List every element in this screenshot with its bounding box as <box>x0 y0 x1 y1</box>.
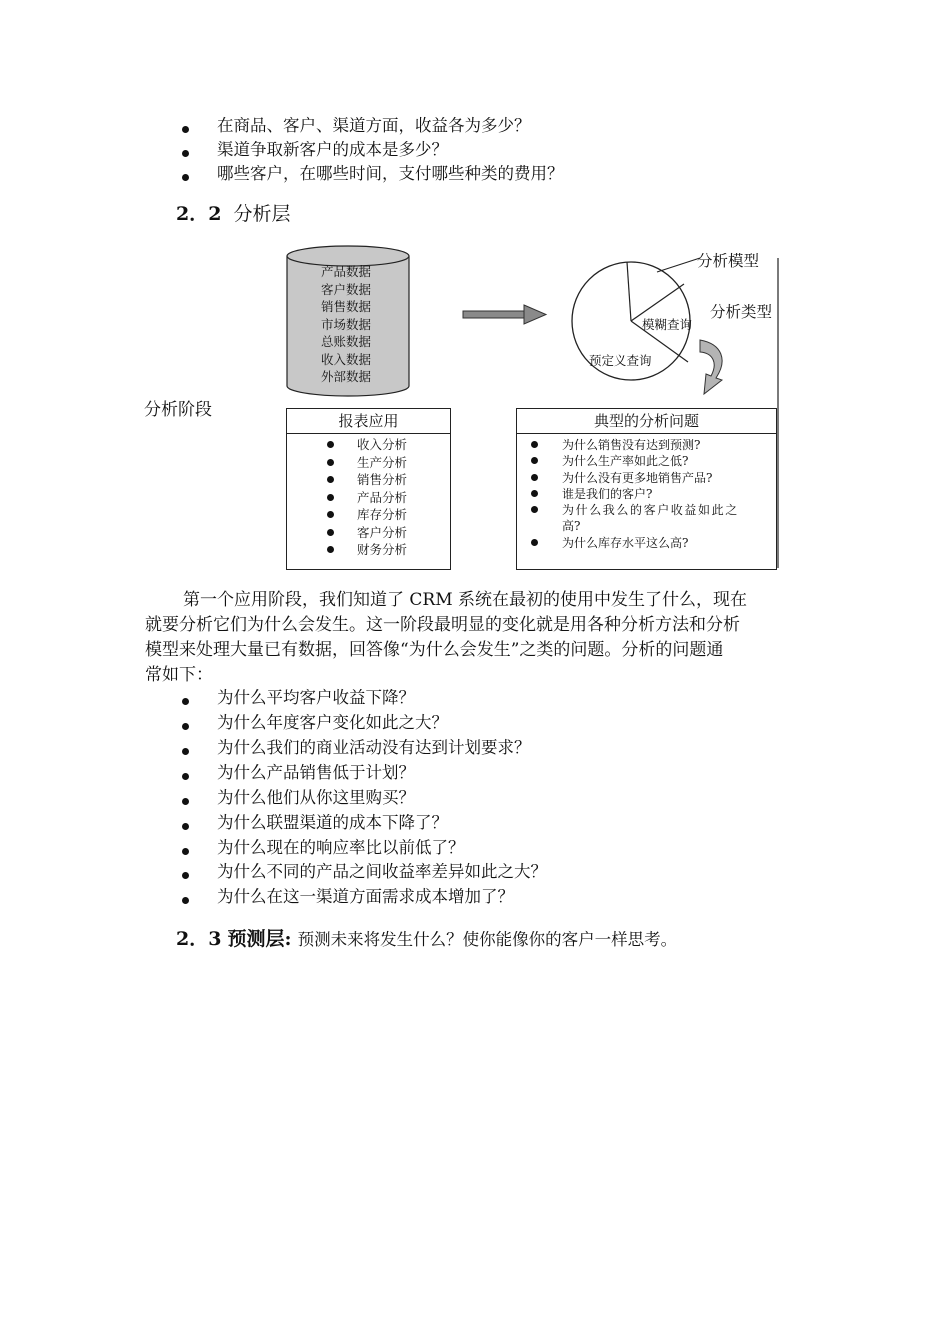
bullet-icon <box>531 490 538 497</box>
analysis-type-label: 分析类型 <box>710 303 773 321</box>
bullet-icon <box>327 459 334 466</box>
bullet-icon <box>182 823 189 830</box>
analysis-diagram <box>0 0 950 600</box>
data-source-list: 产品数据 客户数据 销售数据 市场数据 总账数据 收入数据 外部数据 <box>321 264 372 384</box>
bullet-icon <box>531 457 538 464</box>
bullet-icon <box>327 546 334 553</box>
question-box-title: 典型的分析问题 <box>517 409 776 434</box>
predefined-query-label: 预定义查询 <box>589 353 652 368</box>
report-box-title: 报表应用 <box>287 409 450 434</box>
list-item-continuation: 高? <box>562 519 581 533</box>
bullet-icon <box>182 698 189 705</box>
bullet-icon <box>327 441 334 448</box>
bullet-icon <box>182 723 189 730</box>
bullet-icon <box>531 539 538 546</box>
analysis-paragraph: 第一个应用阶段，我们知道了 CRM 系统在最初的使用中发生了什么，现在 就要分析它们为什么会发生。这一阶段最明显的变化就是用各种分析方法和分析 模型来处理大量已有数据，回答像“为什么会发生”之类的问题。分析的问题通 常如下： <box>145 590 748 685</box>
bullet-icon <box>182 748 189 755</box>
analysis-stage-label: 分析阶段 <box>144 400 212 420</box>
bullet-icon <box>327 494 334 501</box>
bullet-icon <box>182 798 189 805</box>
right-arrow-icon <box>463 305 546 324</box>
section-heading-2-2: 2．2 分析层 <box>176 203 291 225</box>
curved-arrow-icon <box>700 340 722 394</box>
report-application-box: 报表应用 收入分析 生产分析 销售分析 产品分析 库存分析 客户分析 财务分析 <box>286 408 451 570</box>
bullet-icon <box>327 529 334 536</box>
bullet-icon <box>327 511 334 518</box>
bullet-icon <box>327 476 334 483</box>
bullet-icon <box>531 506 538 513</box>
bullet-icon <box>531 441 538 448</box>
bullet-icon <box>182 773 189 780</box>
typical-questions-box: 典型的分析问题 为什么销售没有达到预测? 为什么生产率如此之低? 为什么没有更多地销售产品? 谁是我们的客户? 为什么我么的客户收益如此之 高? 为什么库存水平这么高? <box>516 408 777 570</box>
bullet-icon <box>182 872 189 879</box>
bullet-icon <box>182 848 189 855</box>
bullet-icon <box>531 474 538 481</box>
section-heading-2-3: 2．3 预测层: 预测未来将发生什么？使你能像你的客户一样思考。 <box>176 928 678 950</box>
bullet-icon <box>182 897 189 904</box>
fuzzy-query-label: 模糊查询 <box>642 317 693 332</box>
analysis-model-label: 分析模型 <box>697 252 760 270</box>
